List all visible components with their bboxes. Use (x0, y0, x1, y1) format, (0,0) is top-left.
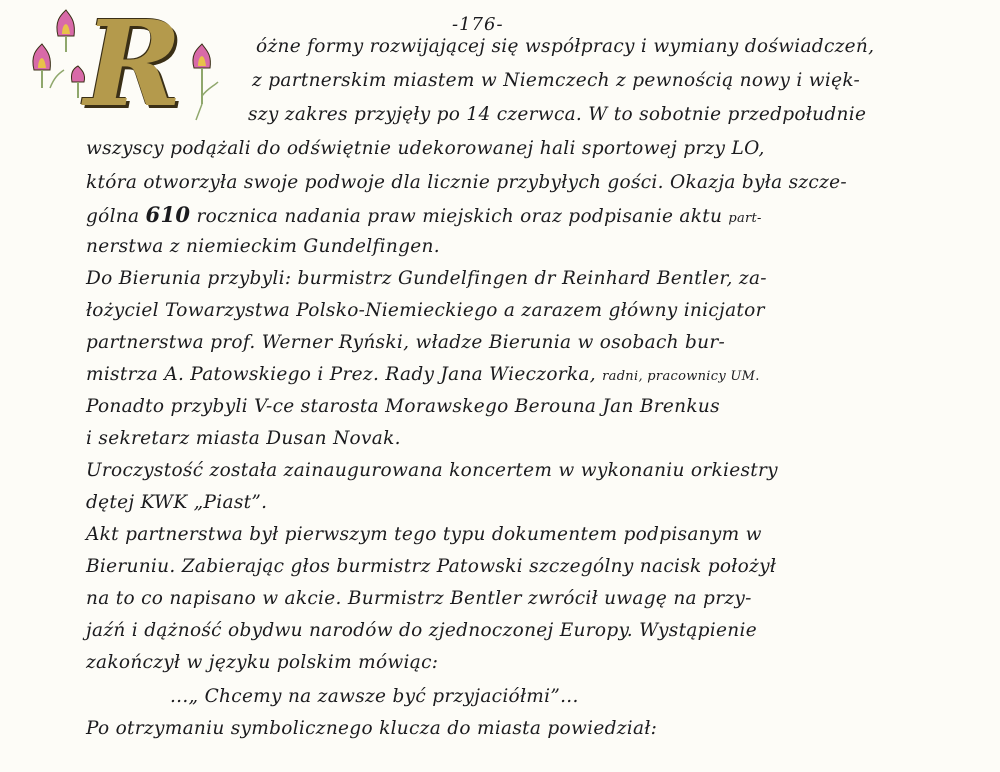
text-line: Ponadto przybyli V-ce starosta Morawskego Berouna Jan Brenkus (86, 396, 720, 417)
tulip-flower (71, 66, 84, 98)
tulip-flower (57, 10, 74, 52)
tulip-flower (193, 44, 218, 120)
text-line: Do Bierunia przybyli: burmistrz Gundelfingen dr Reinhard Bentler, za- (86, 268, 767, 289)
text-line: z partnerskim miastem w Niemczech z pewnością nowy i więk- (252, 70, 861, 91)
text-line: dętej KWK „Piast”. (86, 492, 268, 513)
text-line: zakończył w języku polskim mówiąc: (86, 652, 439, 673)
text-line: i sekretarz miasta Dusan Novak. (86, 428, 401, 449)
text-line: Akt partnerstwa był pierwszym tego typu dokumentem podpisanym w (86, 524, 762, 545)
anniversary-number: 610 (145, 202, 191, 227)
quote-line: ...„ Chcemy na zawsze być przyjaciółmi”... (170, 686, 579, 707)
text-segment: mistrza A. Patowskiego i Prez. Rady Jana Wieczorka, (86, 364, 603, 385)
illuminated-initial: R (84, 0, 183, 133)
text-line: nerstwa z niemieckim Gundelfingen. (86, 236, 440, 257)
text-line: która otworzyła swoje podwoje dla licznie przybyłych gości. Okazja była szcze- (86, 172, 847, 193)
tulip-flower (33, 44, 50, 88)
text-line: łożyciel Towarzystwa Polsko-Niemieckiego a zarazem główny inicjator (86, 300, 765, 321)
text-line: Uroczystość została zainaugurowana koncertem w wykonaniu orkiestry (86, 460, 778, 481)
text-segment: part- (728, 211, 762, 226)
text-line (86, 204, 762, 230)
text-line: jaźń i dążność obydwu narodów do zjednoczonej Europy. Wystąpienie (86, 620, 757, 641)
text-line: óżne formy rozwijającej się współpracy i wymiany doświadczeń, (256, 36, 875, 57)
text-segment: gólna (86, 206, 146, 227)
text-line: partnerstwa prof. Werner Ryński, władze Bierunia w osobach bur- (86, 332, 726, 353)
page-number: -176- (452, 14, 504, 35)
text-line: na to co napisano w akcie. Burmistrz Bentler zwrócił uwagę na przy- (86, 588, 752, 609)
text-segment: radni, pracownicy UM. (602, 369, 760, 384)
text-line (86, 364, 760, 388)
text-segment: rocznica nadania praw miejskich oraz podpisanie aktu (190, 206, 729, 227)
text-line: Po otrzymaniu symbolicznego klucza do miasta powiedział: (86, 718, 658, 739)
text-line: Bieruniu. Zabierając głos burmistrz Patowski szczególny nacisk położył (86, 556, 777, 577)
text-line: wszyscy podążali do odświętnie udekorowanej hali sportowej przy LO, (86, 138, 765, 159)
text-line: szy zakres przyjęły po 14 czerwca. W to sobotnie przedpołudnie (248, 104, 867, 125)
